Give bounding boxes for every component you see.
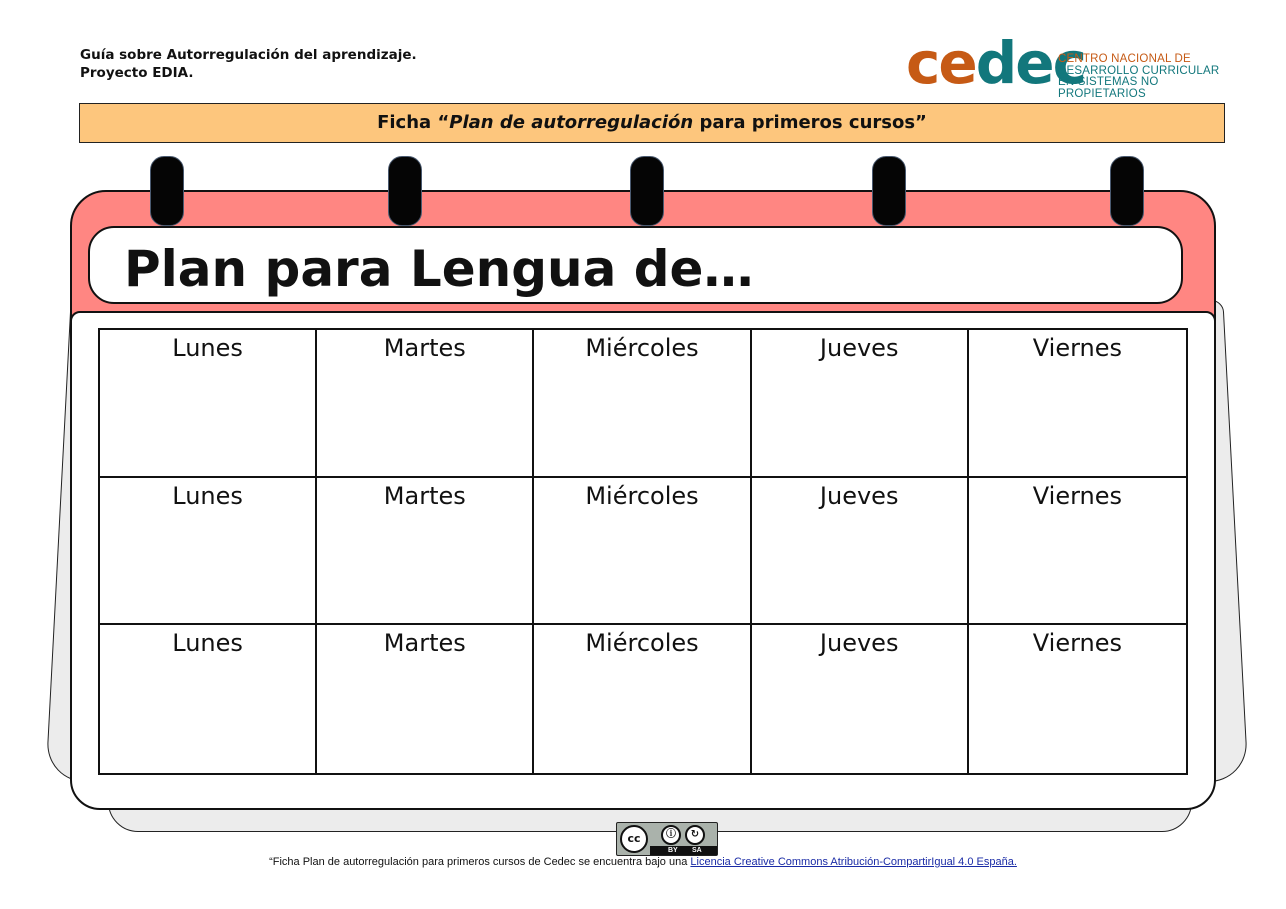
share-alike-icon: ↻ [685, 825, 705, 845]
day-cell[interactable]: Viernes [969, 478, 1186, 626]
license-link[interactable]: Licencia Creative Commons Atribución-CompartirIgual 4.0 España. [690, 856, 1017, 868]
day-cell[interactable]: Jueves [752, 478, 969, 626]
day-cell[interactable]: Lunes [100, 625, 317, 773]
day-cell[interactable]: Miércoles [534, 330, 751, 478]
banner-prefix: Ficha “ [377, 112, 450, 133]
binder-ring [388, 156, 422, 226]
attribution-icon: ⓘ [661, 825, 681, 845]
day-cell[interactable]: Lunes [100, 330, 317, 478]
worksheet-title-banner [79, 103, 1225, 143]
cc-sa-label: SA [692, 847, 702, 854]
logo-subtitle-line-3: EN SISTEMAS NO PROPIETARIOS [1058, 76, 1159, 100]
plan-title: Plan para Lengua de… [124, 240, 754, 298]
day-cell[interactable]: Viernes [969, 330, 1186, 478]
day-cell[interactable]: Lunes [100, 478, 317, 626]
license-text: “Ficha Plan de autorregulación para primeros cursos de Cedec se encuentra bajo una [269, 856, 691, 868]
logo-subtitle-line-1: CENTRO NACIONAL DE [1058, 53, 1191, 65]
logo-ce: ce [906, 29, 976, 97]
binder-ring [1110, 156, 1144, 226]
cc-by-label: BY [668, 847, 678, 854]
weekly-plan-grid [98, 328, 1188, 775]
day-cell[interactable]: Miércoles [534, 625, 751, 773]
binder-ring [872, 156, 906, 226]
logo-dec: dec [975, 29, 1085, 97]
binder-ring [150, 156, 184, 226]
cedec-logo-subtitle [1058, 54, 1236, 100]
plan-title-box [88, 226, 1183, 304]
cc-strip [650, 846, 717, 855]
creative-commons-badge[interactable] [616, 822, 718, 856]
banner-italic: Plan de autorregulación [449, 112, 694, 133]
day-cell[interactable]: Viernes [1032, 629, 1123, 658]
binder-ring [630, 156, 664, 226]
banner-suffix: para primeros cursos” [693, 112, 927, 133]
day-cell[interactable]: Jueves [752, 625, 969, 773]
guide-title-line-1: Guía sobre Autorregulación del aprendizaje. [80, 47, 417, 63]
day-cell[interactable]: Martes [317, 478, 534, 626]
cedec-logo [906, 29, 1236, 100]
guide-title [80, 46, 417, 82]
day-cell[interactable]: Martes [317, 625, 534, 773]
day-cell[interactable]: Jueves [752, 330, 969, 478]
day-cell[interactable]: Miércoles [534, 478, 751, 626]
license-footer [0, 856, 1286, 868]
guide-title-line-2: Proyecto EDIA. [80, 65, 194, 81]
day-cell[interactable]: Martes [317, 330, 534, 478]
logo-subtitle-line-2: DESARROLLO CURRICULAR [1058, 64, 1220, 77]
cc-icon: cc [620, 825, 648, 853]
